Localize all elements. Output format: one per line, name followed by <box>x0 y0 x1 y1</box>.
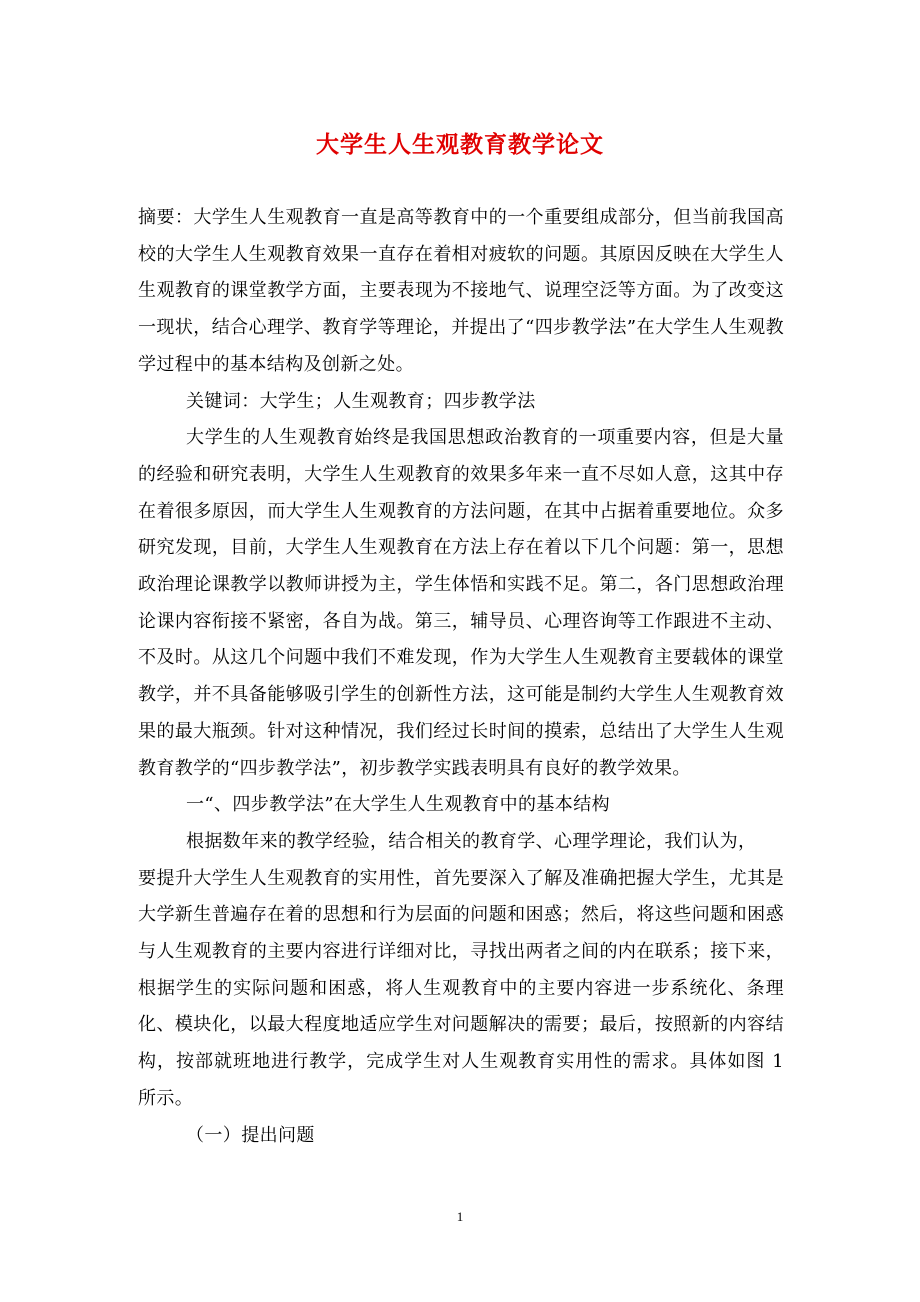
document-title: 大学生人生观教育教学论文 <box>316 132 604 158</box>
section-paragraph-first-line: 根据数年来的教学经验，结合相关的教育学、心理学理论，我们认为， <box>186 830 757 852</box>
section-heading: 一“、四步教学法”在大学生人生观教育中的基本结构 <box>186 794 611 816</box>
document-body <box>138 200 784 1154</box>
intro-paragraph: 大学生的人生观教育始终是我国思想政治教育的一项重要内容，但是大量的经验和研究表明，大学生人生观教育的效果多年来一直不尽如人意，这其中存在着很多原因，而大学生人生观教育的方法问题，在其中占据着重要地位。众多研究发现，目前，大学生人生观教育在方法上存在着以下几个问题：第一，思想政治理论课教学以教师讲授为主，学生体悟和实践不足。第二，各门思想政治理论课内容衔接不紧密，各自为战。第三，辅导员、心理咨询等工作跟进不主动、不及时。从这几个问题中我们不难发现，作为大学生人生观教育主要载体的课堂教学，并不具备能够吸引学生的创新性方法，这可能是制约大学生人生观教育效果的最大瓶颈。针对这种情况，我们经过长时间的摸索，总结出了大学生人生观教育教学的“四步教学法”，初步教学实践表明具有良好的教学效果。 <box>138 427 784 779</box>
page-number: 1 <box>456 1209 464 1224</box>
subheading: （一）提出问题 <box>186 1124 315 1146</box>
section-paragraph-continuation: 要提升大学生人生观教育的实用性，首先要深入了解及准确把握大学生，尤其是大学新生普遍存在着的思想和行为层面的问题和困惑；然后，将这些问题和困惑与人生观教育的主要内容进行详细对比，寻找出两者之间的内在联系；接下来，根据学生的实际问题和困惑，将人生观教育中的主要内容进一步系统化、条理化、模块化，以最大程度地适应学生对问题解决的需要；最后，按照新的内容结构，按部就班地进行教学，完成学生对人生观教育实用性的需求。具体如图 1 所示。 <box>138 867 784 1109</box>
keywords-line: 关键词：大学生；人生观教育；四步教学法 <box>186 390 536 412</box>
abstract-paragraph: 摘要：大学生人生观教育一直是高等教育中的一个重要组成部分，但当前我国高校的大学生人生观教育效果一直存在着相对疲软的问题。其原因反映在大学生人生观教育的课堂教学方面，主要表现为不接地气、说理空泛等方面。为了改变这一现状，结合心理学、教育学等理论，并提出了“四步教学法”在大学生人生观教学过程中的基本结构及创新之处。 <box>138 207 784 375</box>
